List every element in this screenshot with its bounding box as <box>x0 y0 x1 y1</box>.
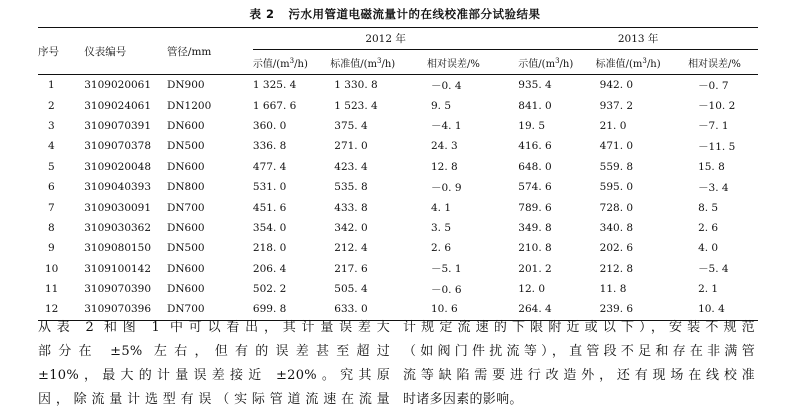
cell-standard-2013: 202. 6 <box>599 242 634 255</box>
cell-error-2012: 3. 5 <box>430 221 452 234</box>
cell-reading-2013: 349. 8 <box>518 221 552 234</box>
calibration-results-table <box>38 27 758 321</box>
cell-standard-2012: 375. 4 <box>334 119 368 132</box>
cell-reading-2013: 789. 6 <box>518 201 552 214</box>
cell-meter-id: 3109100142 <box>84 262 152 275</box>
cell-meter-id: 3109070391 <box>84 119 152 132</box>
table-caption <box>0 6 790 22</box>
cell-error-2013: 15. 8 <box>698 160 725 173</box>
table-title: 污水用管道电磁流量计的在线校准部分试验结果 <box>288 7 541 21</box>
body-text-line: 计规定流速的下限附近或以下），安装不规范 <box>403 320 755 335</box>
cell-reading-2013: 416. 6 <box>518 140 552 153</box>
cell-reading-2013: 574. 6 <box>518 181 552 194</box>
cell-error-2013: 10. 4 <box>698 303 725 316</box>
body-text-line: 因，除流量计选型有误（实际管道流速在流量 <box>38 392 390 407</box>
cell-diameter: DN800 <box>166 181 205 194</box>
cell-standard-2013: 212. 8 <box>599 262 634 275</box>
cell-reading-2012: 451. 6 <box>252 201 287 214</box>
table-row <box>38 218 758 238</box>
table-row <box>38 116 758 136</box>
cell-diameter: DN500 <box>166 242 205 255</box>
cell-error-2012: －0. 4 <box>430 79 462 92</box>
cell-standard-2013: 471. 0 <box>599 140 634 153</box>
cell-error-2012: －0. 6 <box>430 283 462 296</box>
cell-error-2013: －7. 1 <box>698 120 729 133</box>
cell-reading-2012: 354. 0 <box>252 221 287 234</box>
header-error-2013: 相对误差/% <box>688 50 758 75</box>
body-text-line: 部分在 ±5% 左右，但有的误差甚至超过 <box>38 344 390 359</box>
cell-standard-2013: 728. 0 <box>599 201 634 214</box>
cell-error-2013: 2. 6 <box>698 221 719 234</box>
header-reading-2012: 示值$/(m^3/h)$ <box>253 50 330 75</box>
cell-meter-id: 3109030091 <box>84 201 152 214</box>
cell-error-2012: 2. 6 <box>430 242 452 255</box>
cell-standard-2012: 423. 4 <box>334 160 368 173</box>
body-text-line: （如阀门件扰流等），直管段不足和存在非满管 <box>403 344 755 359</box>
cell-standard-2013: 340. 8 <box>599 221 634 234</box>
cell-standard-2012: 433. 8 <box>334 201 368 214</box>
header-year-2012: 2012 年 <box>253 28 518 50</box>
cell-error-2013: 8. 5 <box>698 201 719 214</box>
table-row <box>38 136 758 156</box>
cell-error-2013: －11. 5 <box>698 140 736 153</box>
body-text-line: ±10%，最大的计量误差接近 ±20%。究其原 <box>38 368 390 383</box>
cell-diameter: DN700 <box>166 201 205 214</box>
cell-standard-2013: 937. 2 <box>599 99 634 112</box>
cell-standard-2012: 1 330. 8 <box>334 79 378 92</box>
cell-diameter: DN700 <box>166 303 205 316</box>
cell-seq: 11 <box>45 283 59 296</box>
cell-standard-2012: 271. 0 <box>334 140 368 153</box>
cell-error-2012: 24. 3 <box>430 140 458 153</box>
cell-reading-2012: 218. 0 <box>252 242 287 255</box>
body-text-line: 从表 2 和图 1 中可以看出，其计量误差大 <box>38 320 390 335</box>
cell-meter-id: 3109070390 <box>84 283 152 296</box>
cell-standard-2012: 212. 4 <box>334 242 368 255</box>
cell-reading-2013: 210. 8 <box>518 242 552 255</box>
cell-meter-id: 3109070378 <box>84 140 152 153</box>
cell-meter-id: 3109024061 <box>84 99 152 112</box>
cell-reading-2012: 206. 4 <box>252 262 287 275</box>
table-row <box>38 75 758 96</box>
cell-reading-2013: 935. 4 <box>518 79 552 92</box>
table-body <box>38 75 758 321</box>
cell-standard-2012: 633. 0 <box>334 303 368 316</box>
table-row <box>38 177 758 197</box>
cell-reading-2013: 648. 0 <box>518 160 552 173</box>
table-row <box>38 279 758 299</box>
header-meter-id: 仪表编号 <box>70 28 167 75</box>
cell-reading-2013: 264. 4 <box>518 303 552 316</box>
cell-diameter: DN900 <box>166 79 205 92</box>
cell-diameter: DN1200 <box>166 99 212 112</box>
cell-seq: 5 <box>48 160 55 173</box>
cell-seq: 12 <box>45 303 59 316</box>
body-text-right-column <box>403 316 755 412</box>
cell-seq: 9 <box>48 242 55 255</box>
cell-diameter: DN600 <box>166 119 205 132</box>
header-standard-2013: 标准值$/(m^3/h)$ <box>596 50 688 75</box>
cell-standard-2013: 595. 0 <box>599 181 634 194</box>
cell-seq: 2 <box>48 99 55 112</box>
cell-reading-2013: 841. 0 <box>518 99 552 112</box>
table-row <box>38 259 758 279</box>
cell-standard-2012: 217. 6 <box>334 262 368 275</box>
cell-reading-2012: 477. 4 <box>252 160 287 173</box>
cell-error-2013: 2. 1 <box>698 283 719 296</box>
header-standard-2012: 标准值$/(m^3/h)$ <box>330 50 427 75</box>
cell-reading-2012: 360. 0 <box>252 119 287 132</box>
cell-seq: 3 <box>48 119 55 132</box>
header-year-2013: 2013 年 <box>518 28 758 50</box>
cell-meter-id: 3109080150 <box>84 242 152 255</box>
body-text-line: 时诸多因素的影响。 <box>403 392 523 407</box>
cell-error-2012: 12. 8 <box>430 160 458 173</box>
cell-reading-2013: 19. 5 <box>518 119 546 132</box>
cell-diameter: DN600 <box>166 262 205 275</box>
cell-reading-2012: 699. 8 <box>252 303 287 316</box>
header-error-2012: 相对误差/% <box>427 50 518 75</box>
cell-seq: 4 <box>48 140 55 153</box>
cell-diameter: DN600 <box>166 283 205 296</box>
cell-standard-2013: 11. 8 <box>599 283 627 296</box>
cell-error-2012: －0. 9 <box>430 181 462 194</box>
cell-meter-id: 3109020048 <box>84 160 152 173</box>
cell-reading-2012: 1 667. 6 <box>252 99 297 112</box>
table-row <box>38 238 758 258</box>
cell-reading-2013: 201. 2 <box>518 262 552 275</box>
cell-error-2013: －0. 7 <box>698 79 729 92</box>
table-row <box>38 95 758 115</box>
cell-reading-2012: 531. 0 <box>252 181 287 194</box>
cell-meter-id: 3109070396 <box>84 303 152 316</box>
cell-reading-2013: 12. 0 <box>518 283 546 296</box>
cell-diameter: DN500 <box>166 140 205 153</box>
cell-seq: 8 <box>48 221 55 234</box>
cell-standard-2013: 942. 0 <box>599 79 634 92</box>
cell-error-2012: 9. 5 <box>430 99 452 112</box>
cell-standard-2012: 342. 0 <box>334 221 368 234</box>
cell-error-2013: 4. 0 <box>698 242 719 255</box>
cell-error-2012: 4. 1 <box>430 201 452 214</box>
table-number: 表 2 <box>249 7 275 21</box>
cell-reading-2012: 336. 8 <box>252 140 287 153</box>
cell-standard-2013: 239. 6 <box>599 303 634 316</box>
cell-meter-id: 3109040393 <box>84 181 152 194</box>
table-row <box>38 197 758 217</box>
cell-seq: 6 <box>48 181 55 194</box>
header-seq: 序号 <box>38 28 70 75</box>
table-row <box>38 157 758 177</box>
cell-standard-2012: 1 523. 4 <box>334 99 378 112</box>
cell-diameter: DN600 <box>166 160 205 173</box>
cell-error-2013: －10. 2 <box>698 100 736 113</box>
body-text-left-column <box>38 316 390 412</box>
cell-error-2012: －5. 1 <box>430 263 462 276</box>
cell-reading-2012: 1 325. 4 <box>252 79 297 92</box>
cell-diameter: DN600 <box>166 221 205 234</box>
cell-seq: 10 <box>45 262 59 275</box>
cell-standard-2013: 21. 0 <box>599 119 627 132</box>
cell-error-2012: －4. 1 <box>430 120 462 133</box>
cell-standard-2012: 505. 4 <box>334 283 368 296</box>
cell-error-2013: －5. 4 <box>698 263 729 276</box>
cell-meter-id: 3109030362 <box>84 221 152 234</box>
cell-reading-2012: 502. 2 <box>252 283 287 296</box>
cell-standard-2012: 535. 8 <box>334 181 368 194</box>
cell-error-2012: 10. 6 <box>430 303 458 316</box>
body-text-line: 流等缺陷需要进行改造外，还有现场在线校准 <box>403 368 755 383</box>
cell-standard-2013: 559. 8 <box>599 160 634 173</box>
cell-error-2013: －3. 4 <box>698 181 729 194</box>
cell-seq: 1 <box>48 79 55 92</box>
cell-seq: 7 <box>48 201 55 214</box>
header-diameter: 管径/mm <box>167 28 253 75</box>
cell-meter-id: 3109020061 <box>84 79 152 92</box>
header-reading-2013: 示值$/(m^3/h)$ <box>518 50 595 75</box>
